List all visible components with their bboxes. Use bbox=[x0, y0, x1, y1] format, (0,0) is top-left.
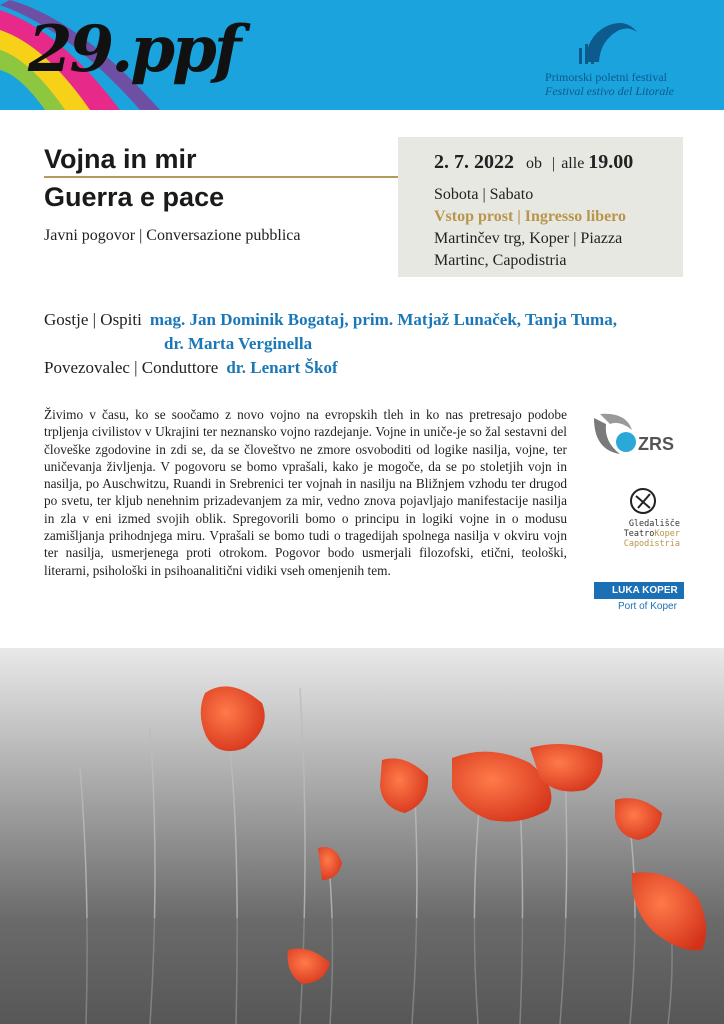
event-time: 19.00 bbox=[588, 151, 634, 173]
moderator-name: dr. Lenart Škof bbox=[226, 358, 338, 377]
guests-names-cont: dr. Marta Verginella bbox=[164, 334, 313, 353]
event-subtitle: Javni pogovor | Conversazione pubblica bbox=[44, 227, 301, 244]
title-italian: Guerra e pace bbox=[44, 182, 225, 212]
date-time: 2. 7. 2022 ob | alle 19.00 bbox=[434, 151, 634, 173]
guests-label: Gostje | Ospiti bbox=[44, 310, 142, 329]
guests-section bbox=[44, 308, 617, 380]
event-day: Sobota | Sabato bbox=[434, 186, 534, 203]
event-info-box bbox=[398, 137, 683, 277]
title-slovenian: Vojna in mir bbox=[44, 144, 197, 174]
luka-koper-logo: LUKA KOPER bbox=[594, 582, 684, 599]
poppy-field-photo bbox=[0, 648, 724, 1024]
moderator-label: Povezovalec | Conduttore bbox=[44, 358, 219, 377]
event-description: Živimo v času, ko se soočamo z novo vojno na evropskih tleh in ko nas pretresajo podobe trpljenja civilistov v Ukrajini ter neznansko vojno razdejanje. Vojne in uniče-je so žal sestavni del človeške zgodovine in zdi se, da se človeštvo ne zmore osvoboditi od logike nasilja, vojne, ter uničevanja življenja. V pogovoru se bomo vprašali, kako je mogoče, da se po stoletjih vojn in nasilja, po Auschwitzu, Ruandi in Srebrenici ter vojnah in nasilju na Bližnjem vzhodu ter drugod po svetu, ter kljub nenehnim prizadevanjem za mir, vedno znova pojavljajo manifestacije nasilja in zla v eni izmed svojih oblik. Spregovorili bomo o principu in logiki vojne in o modusu zamišljanja prihodnjega miru. Vprašali se bomo tudi o tragedijah spolnega nasilja v okviru vojn ter nasilja, usmerjenega proti otrokom. Pogovor bodo usmerjali filozofski, etični, teološki, literarni, psihološki in psihoanalitični vidiki vseh omenjenih tem. bbox=[44, 407, 567, 578]
zrs-logo-text: ZRS bbox=[638, 434, 674, 454]
festival-wave-icon bbox=[575, 12, 645, 70]
festival-logo-text: 29.ppf bbox=[28, 12, 239, 87]
theatre-mask-icon bbox=[628, 486, 658, 516]
header-banner bbox=[0, 0, 724, 110]
event-date: 2. 7. 2022 bbox=[434, 151, 514, 173]
guests-names: mag. Jan Dominik Bogataj, prim. Matjaž Lunaček, Tanja Tuma, bbox=[149, 310, 617, 329]
luka-koper-subtitle: Port of Koper bbox=[618, 601, 677, 612]
teatro-logo-text: Gledališče TeatroKoper Capodistria bbox=[623, 519, 680, 549]
free-entry: Vstop prost | Ingresso libero bbox=[434, 208, 626, 225]
event-title bbox=[44, 140, 224, 216]
event-place: Martinčev trg, Koper | Piazza Martinc, Capodistria bbox=[434, 230, 623, 269]
festival-name: Primorski poletni festival Festival estivo del Litorale bbox=[545, 70, 674, 98]
